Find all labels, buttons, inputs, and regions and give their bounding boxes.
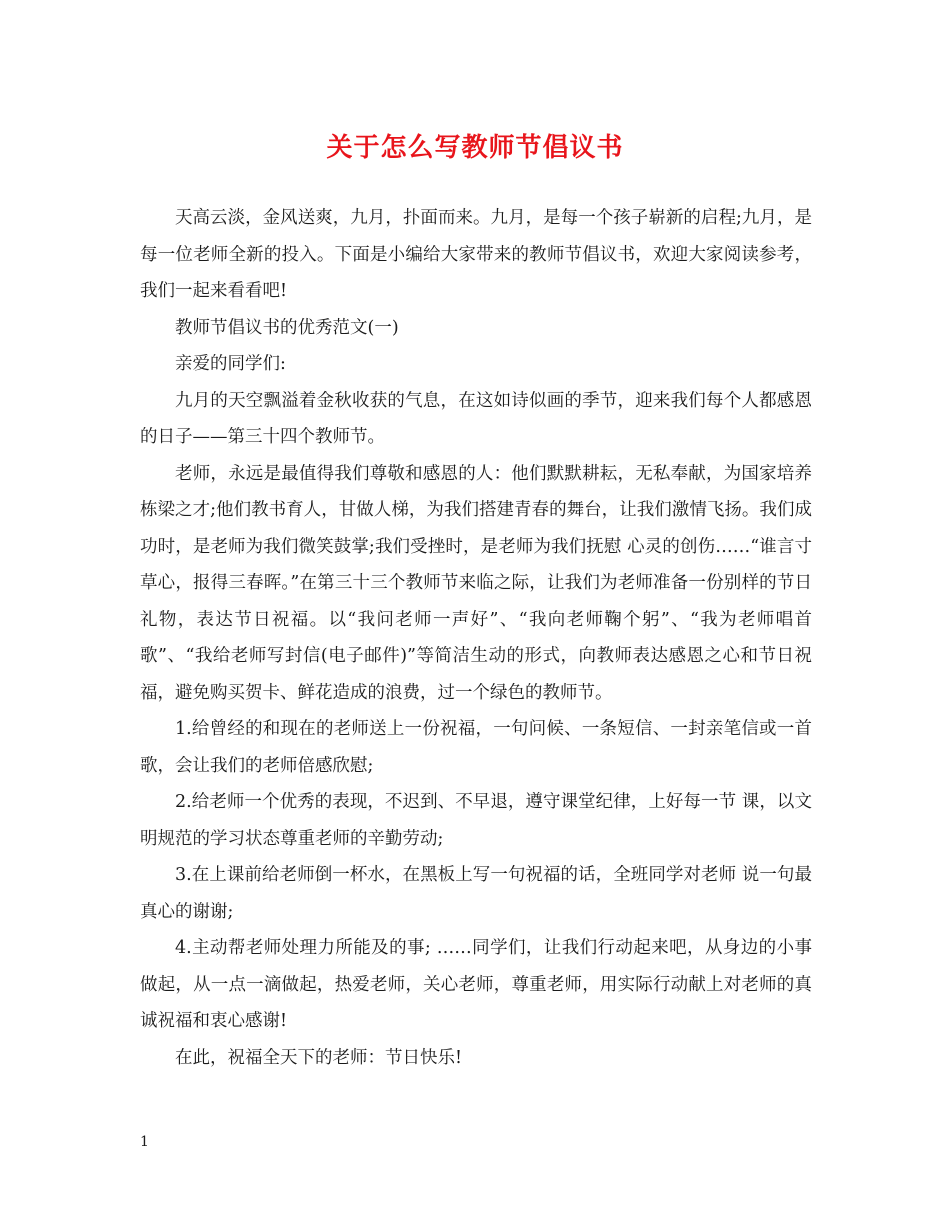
list-item: 1.给曾经的和现在的老师送上一份祝福，一句问候、一条短信、一封亲笔信或一首歌，会让我们的老师倍感欣慰; [140, 719, 812, 776]
body-paragraph: 九月的天空飘溢着金秋收获的气息，在这如诗似画的季节，迎来我们每个人都感恩的日子——第三十四个教师节。 [140, 390, 812, 447]
body-paragraph: 老师，永远是最值得我们尊敬和感恩的人：他们默默耕耘，无私奉献，为国家培养栋梁之才;他们教书育人，甘做人梯，为我们搭建青春的舞台，让我们激情飞扬。我们成功时，是老师为我们微笑鼓掌;我们受挫时，是老师为我们抚慰 心灵的创伤……“谁言寸草心，报得三春晖。”在第三十三个教师节来临之际，让我们为老师准备一份别样的节日礼物，表达节日祝福。以“我问老师一声好”、“我向老师鞠个躬”、“我为老师唱首歌”、“我给老师写封信(电子邮件)”等简洁生动的形式，向教师表达感恩之心和节日祝福，避免购买贺卡、鲜花造成的浪费，过一个绿色的教师节。 [140, 463, 812, 703]
document-body [140, 200, 812, 1076]
salutation: 亲爱的同学们: [175, 354, 286, 374]
list-item: 3.在上课前给老师倒一杯水，在黑板上写一句祝福的话，全班同学对老师 说一句最真心的谢谢; [140, 865, 812, 922]
list-item: 4.主动帮老师处理力所能及的事; ……同学们，让我们行动起来吧，从身边的小事做起，从一点一滴做起，热爱老师，关心老师，尊重老师，用实际行动献上对老师的真诚祝福和衷心感谢! [140, 938, 812, 1031]
section-heading: 教师节倡议书的优秀范文(一) [175, 317, 399, 338]
closing-paragraph: 在此，祝福全天下的老师：节日快乐! [175, 1047, 463, 1068]
intro-paragraph: 天高云淡，金风送爽，九月，扑面而来。九月，是每一个孩子崭新的启程;九月，是每一位老师全新的投入。下面是小编给大家带来的教师节倡议书，欢迎大家阅读参考，我们一起来看看吧! [140, 208, 812, 301]
page-number: 1 [140, 1134, 149, 1150]
list-item: 2.给老师一个优秀的表现，不迟到、不早退，遵守课堂纪律，上好每一节 课，以文明规范的学习状态尊重老师的辛勤劳动; [140, 792, 812, 849]
document-title: 关于怎么写教师节倡议书 [326, 133, 624, 163]
